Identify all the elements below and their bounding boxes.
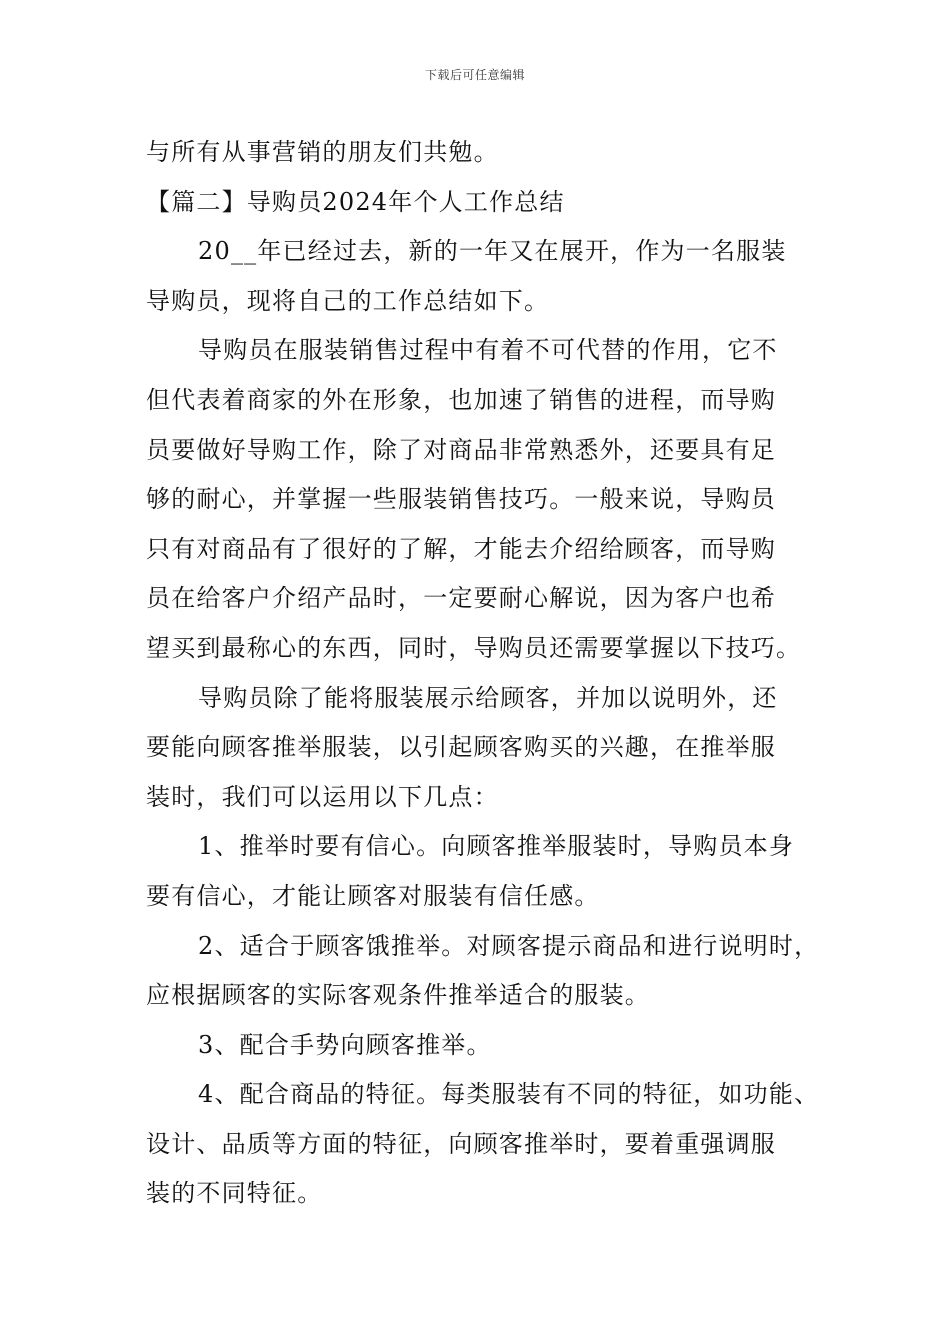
text-line: 员在给客户介绍产品时，一定要耐心解说，因为客户也希 (146, 584, 776, 613)
text-line: 应根据顾客的实际客观条件推举适合的服装。 (146, 981, 650, 1010)
list-item-4: 4、配合商品的特征。每类服装有不同的特征，如功能、 (198, 1080, 820, 1109)
text-line: 够的耐心，并掌握一些服装销售技巧。一般来说，导购员 (146, 485, 776, 514)
text-line: 装时，我们可以运用以下几点： (146, 782, 499, 811)
text-line: 与所有从事营销的朋友们共勉。 (146, 138, 499, 166)
text-line: 望买到最称心的东西，同时，导购员还需要掌握以下技巧。 (146, 633, 802, 662)
page-header-note: 下载后可任意编辑 (424, 68, 525, 82)
text-line: 只有对商品有了很好的了解，才能去介绍给顾客，而导购 (146, 534, 776, 563)
text-line: 设计、品质等方面的特征，向顾客推举时，要着重强调服 (146, 1129, 776, 1158)
text-line: 导购员除了能将服装展示给顾客，并加以说明外，还 (198, 683, 778, 712)
section-heading: 【篇二】导购员2024年个人工作总结 (146, 187, 565, 216)
document-body (146, 128, 826, 1219)
text-line: 导购员，现将自己的工作总结如下。 (146, 286, 550, 315)
text-line: 要能向顾客推举服装，以引起顾客购买的兴趣，在推举服 (146, 733, 776, 762)
list-item-3: 3、配合手势向顾客推举。 (198, 1030, 492, 1059)
text-line: 但代表着商家的外在形象，也加速了销售的进程，而导购 (146, 385, 776, 414)
list-item-1: 1、推举时要有信心。向顾客推举服装时，导购员本身 (198, 832, 795, 861)
text-line: 20__年已经过去，新的一年又在展开，作为一名服装 (198, 237, 787, 266)
text-line: 员要做好导购工作，除了对商品非常熟悉外，还要具有足 (146, 435, 776, 464)
list-item-2: 2、适合于顾客饿推举。对顾客提示商品和进行说明时， (198, 931, 820, 960)
text-line: 要有信心，才能让顾客对服装有信任感。 (146, 881, 600, 910)
text-line: 装的不同特征。 (146, 1179, 323, 1208)
text-line: 导购员在服装销售过程中有着不可代替的作用，它不 (198, 336, 778, 365)
